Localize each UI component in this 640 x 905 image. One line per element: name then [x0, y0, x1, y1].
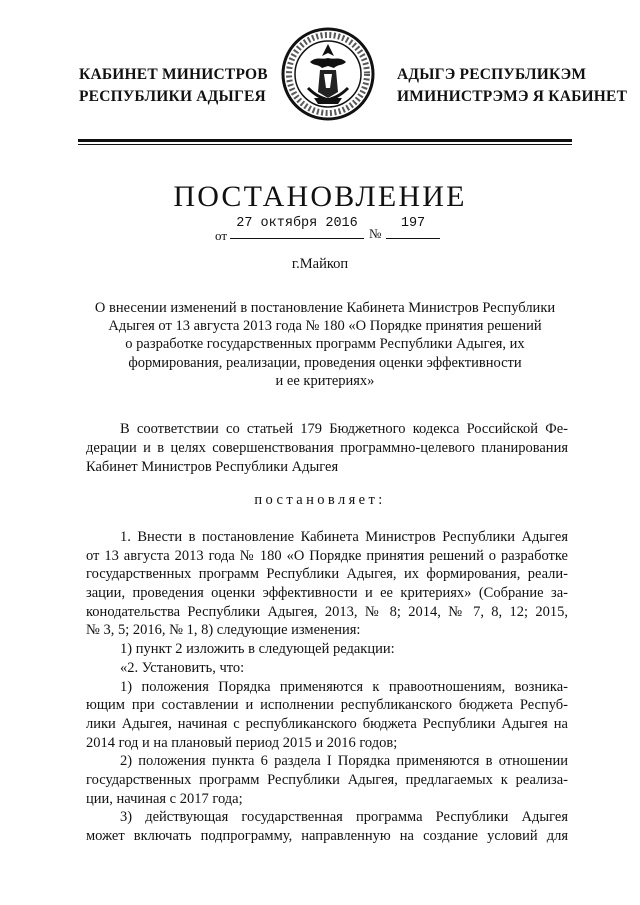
body-line: лики Адыгея, начиная с республиканского бюджета Республики Адыгея на	[86, 715, 568, 732]
body-line: может включать подпрограмму, направленную на создание условий для	[86, 828, 568, 844]
document-subject	[70, 299, 580, 390]
org-name-ady-line1: АДЫГЭ РЕСПУБЛИКЭМ	[397, 66, 587, 83]
org-name-ru-line2: РЕСПУБЛИКИ АДЫГЕЯ	[79, 88, 266, 105]
body-line: 1) пункт 2 изложить в следующей редакции:	[120, 641, 395, 658]
preamble	[86, 420, 568, 477]
document-date: 27 октября 2016	[230, 216, 364, 239]
body-line: конодательства Республики Адыгея, 2013, № 8; 2014, № 7, 8, 12; 2015,	[86, 603, 568, 620]
body-line: 1) положения Порядка применяются к правоотношениям, возника-	[120, 678, 568, 695]
body-line: 1. Внести в постановление Кабинета Министров Республики Адыгея	[120, 529, 568, 545]
preamble-line: дерации и в целях совершенствования программно-целевого планирования	[86, 440, 568, 456]
body-line: зации, проведения оценки эффективности и ее критериях» (Собрание за-	[86, 585, 568, 602]
document-title: ПОСТАНОВЛЕНИЕ	[173, 180, 467, 213]
preamble-line: В соответствии со статьей 179 Бюджетного кодекса Российской Фе-	[120, 421, 568, 437]
subject-line: О внесении изменений в постановление Кабинета Министров Республики	[94, 300, 556, 316]
body-line: ции, начиная с 2017 года;	[86, 790, 243, 807]
body-line: № 3, 5; 2016, № 1, 8) следующие изменения:	[86, 622, 361, 639]
org-name-ru	[79, 64, 268, 108]
body-line: ющим при составлении и исполнении республиканского бюджета Респуб-	[86, 697, 568, 714]
body-line: «2. Установить, что:	[120, 659, 245, 676]
document-number: 197	[386, 216, 440, 239]
header-divider-thin	[78, 144, 572, 145]
preamble-line: Кабинет Министров Республики Адыгея	[86, 459, 339, 475]
coat-of-arms-icon	[280, 26, 376, 122]
date-from-label: от	[215, 228, 228, 243]
subject-line: и ее критериях»	[275, 372, 375, 389]
org-name-ru-line1: КАБИНЕТ МИНИСТРОВ	[79, 66, 268, 83]
org-name-ady-line2: ИМИНИСТРЭМЭ Я КАБИНЕТ	[397, 88, 628, 105]
number-label: №	[369, 226, 382, 241]
body-line: 2014 год и на плановый период 2015 и 2016 годов;	[86, 734, 398, 751]
document-body	[86, 528, 568, 846]
subject-line: формирования, реализации, проведения оценки эффективности	[128, 354, 522, 371]
body-line: государственных программ Республики Адыгея, их формирования, реали-	[86, 566, 568, 583]
header-divider-thick	[78, 139, 572, 142]
body-line: 2) положения пункта 6 раздела I Порядка применяются в отношении	[120, 753, 568, 770]
subject-line: о разработке государственных программ Республики Адыгея, их	[125, 336, 525, 353]
body-line: от 13 августа 2013 года № 180 «О Порядке принятия решений о разработке	[86, 547, 568, 564]
date-number-line	[0, 214, 640, 244]
document-city: г.Майкоп	[291, 256, 349, 272]
decree-word: постановляет:	[254, 492, 386, 508]
body-line: 3) действующая государственная программа Республики Адыгея	[120, 809, 568, 826]
subject-line: Адыгея от 13 августа 2013 года № 180 «О Порядке принятия решений	[108, 318, 542, 335]
org-name-ady	[397, 64, 627, 108]
body-line: государственных программ Республики Адыгея, предлагаемых к реализа-	[86, 771, 568, 788]
